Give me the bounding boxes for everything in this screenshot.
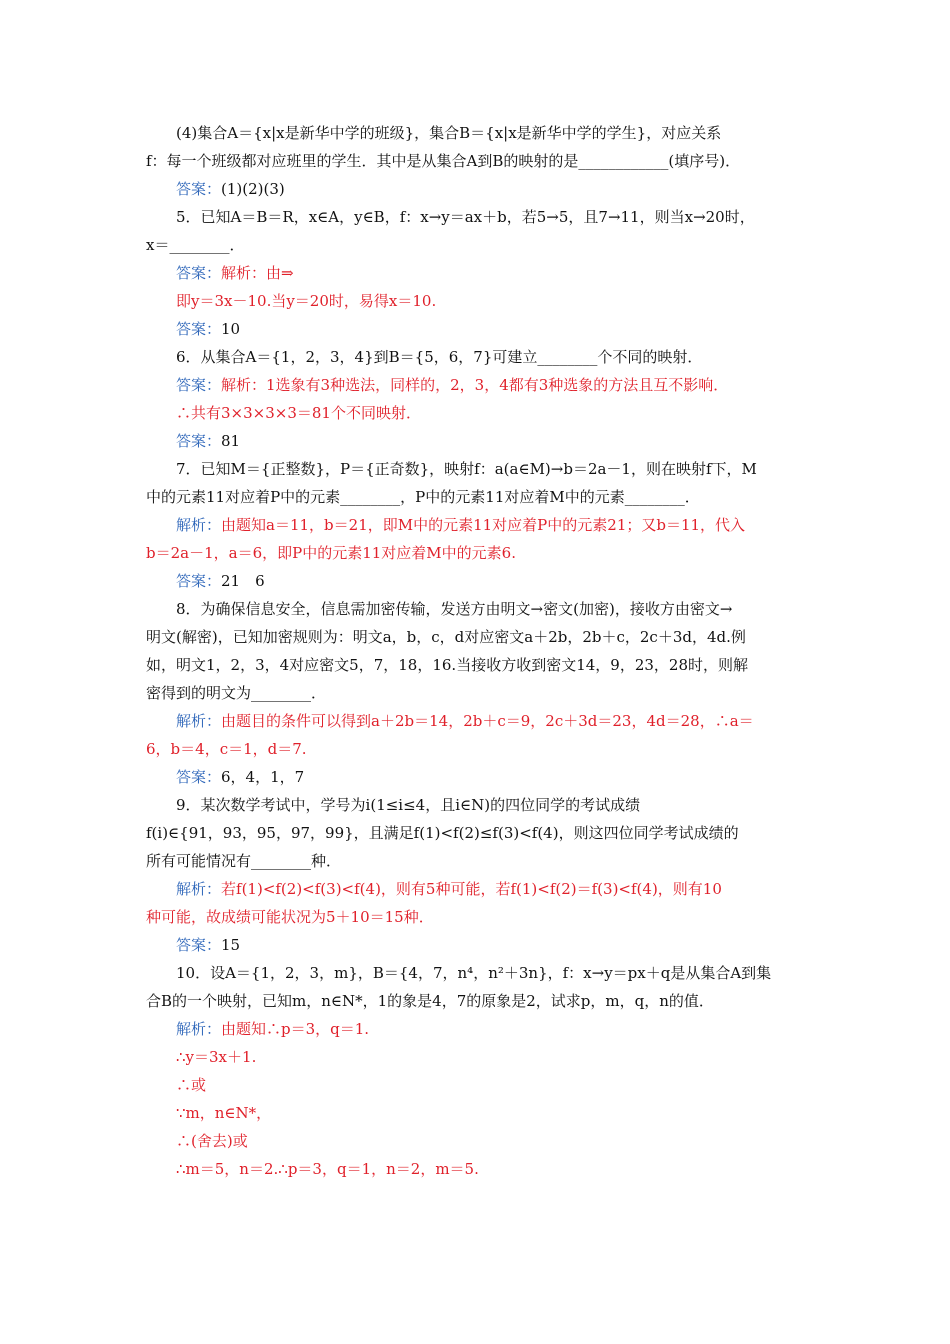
explanation-9-line-2: 种可能，故成绩可能状况为5＋10＝15种． [146,908,434,926]
answer-label: 答案： [176,432,222,450]
answer-8 [176,767,304,787]
explanation-text: 由题目的条件可以得到a＋2b＝14，2b＋c＝9，2c＋3d＝23，4d＝28，∴a＝ [221,712,754,730]
answer-value: (1)(2)(3) [221,180,285,198]
answer-9 [176,935,240,955]
explanation-5-line-1 [176,263,294,283]
problem-6-line-1: 6．从集合A＝{1，2，3，4}到B＝{5，6，7}可建立________个不同的映射． [176,348,703,366]
explanation-10-line-4: ∵m，n∈N*， [176,1104,272,1122]
explanation-label: 解析： [176,880,222,898]
explanation-8-line-1 [176,711,754,731]
explanation-text: 由题知∴p＝3，q＝1. [221,1020,370,1038]
explanation-9-line-1 [176,879,722,899]
explanation-5-line-2: 即y＝3x－10.当y＝20时，易得x＝10. [176,292,437,310]
explanation-10-line-2: ∴y＝3x＋1. [176,1048,257,1066]
problem-5-line-2: x＝________． [146,236,245,254]
answer-label: 答案： [176,376,222,394]
answer-label: 答案： [176,572,222,590]
answer-value: 81 [221,432,241,450]
answer-value: 15 [221,936,241,954]
problem-4-line-2: f：每一个班级都对应班里的学生．其中是从集合A到B的映射的是____________(填序号)． [146,152,741,170]
explanation-text: 解析：由⇒ [221,264,294,282]
answer-7 [176,571,265,591]
answer-label: 答案： [176,768,222,786]
answer-value: 6，4，1，7 [221,768,305,786]
explanation-text: 解析：1选象有3种选法，同样的，2，3，4都有3种选象的方法且互不影响． [221,376,729,394]
answer-label: 答案： [176,320,222,338]
answer-5 [176,319,240,339]
answer-value: 10 [221,320,241,338]
explanation-10-line-3: ∴或 [176,1076,207,1094]
explanation-label: 解析： [176,1020,222,1038]
explanation-10-line-1 [176,1019,369,1039]
explanation-label: 解析： [176,712,222,730]
problem-8-line-3: 如，明文1，2，3，4对应密文5，7，18，16.当接收方收到密文14，9，23，28时，则解 [146,656,749,674]
problem-10-line-1: 10．设A＝{1，2，3，m}，B＝{4，7，n⁴，n²＋3n}，f：x→y＝px＋q是从集合A到集 [176,964,772,982]
problem-9-line-2: f(i)∈{91，93，95，97，99}，且满足f(1)<f(2)≤f(3)<f(4)，则这四位同学考试成绩的 [146,824,739,842]
explanation-8-line-2: 6，b＝4，c＝1，d＝7. [146,740,307,758]
problem-8-line-4: 密得到的明文为________． [146,684,327,702]
answer-label: 答案： [176,180,222,198]
problem-9-line-3: 所有可能情况有________种． [146,852,342,870]
explanation-6-line-1 [176,375,728,395]
explanation-label: 解析： [176,516,222,534]
explanation-text: 由题知a＝11，b＝21，即M中的元素11对应着P中的元素21；又b＝11，代入 [221,516,746,534]
explanation-7-line-1 [176,515,745,535]
problem-5-line-1: 5．已知A＝B＝R，x∈A，y∈B，f：x→y＝ax＋b，若5→5，且7→11，则当x→20时， [176,208,755,226]
answer-label: 答案： [176,264,222,282]
problem-7-line-1: 7．已知M＝{正整数}，P＝{正奇数}，映射f：a(a∈M)→b＝2a－1，则在映射f下，M [176,460,757,478]
problem-9-line-1: 9．某次数学考试中，学号为i(1≤i≤4，且i∈N)的四位同学的考试成绩 [176,796,641,814]
explanation-10-line-5: ∴(舍去)或 [176,1132,248,1150]
problem-7-line-2: 中的元素11对应着P中的元素________，P中的元素11对应着M中的元素________． [146,488,700,506]
problem-10-line-2: 合B的一个映射，已知m，n∈N*，1的象是4，7的原象是2，试求p，m，q，n的值． [146,992,714,1010]
problem-4-line-1: (4)集合A＝{x|x是新华中学的班级}，集合B＝{x|x是新华中学的学生}，对应关系 [176,124,722,142]
answer-6 [176,431,240,451]
explanation-10-line-6: ∴m＝5，n＝2.∴p＝3，q＝1，n＝2，m＝5. [176,1160,479,1178]
explanation-7-line-2: b＝2a－1，a＝6，即P中的元素11对应着M中的元素6. [146,544,516,562]
answer-4 [176,179,285,199]
explanation-6-line-2: ∴共有3×3×3×3＝81个不同映射． [176,404,421,422]
problem-8-line-1: 8．为确保信息安全，信息需加密传输，发送方由明文→密文(加密)，接收方由密文→ [176,600,733,618]
answer-value: 21 6 [221,572,265,590]
explanation-text: 若f(1)<f(2)<f(3)<f(4)，则有5种可能，若f(1)<f(2)＝f(3)<f(4)，则有10 [221,880,722,898]
answer-label: 答案： [176,936,222,954]
problem-8-line-2: 明文(解密)，已知加密规则为：明文a，b，c，d对应密文a＋2b，2b＋c，2c＋3d，4d.例 [146,628,746,646]
